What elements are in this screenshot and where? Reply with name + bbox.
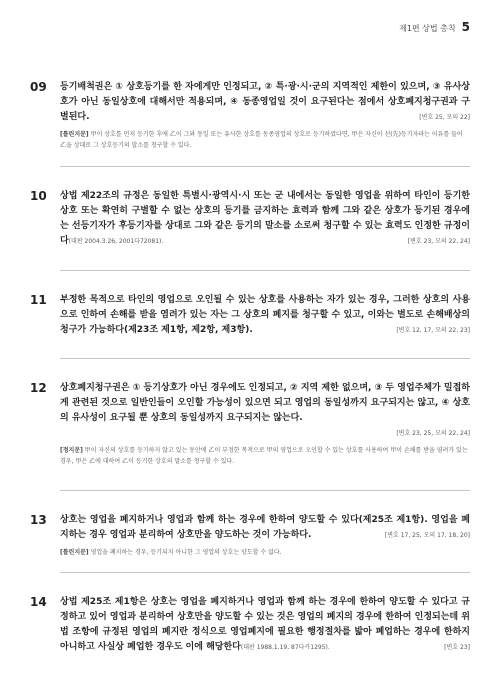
question-item-13 (30, 513, 470, 573)
case-citation: (대판 2004.3.26, 2001다72081). (68, 238, 164, 245)
question-text (60, 513, 470, 543)
question-item-11 (30, 293, 470, 359)
note-text: 甲이 자신의 상호를 등기하지 않고 있는 동안에 乙이 부정한 목적으로 甲의 영업으로 오인할 수 있는 상호를 사용하여 甲이 손해를 받을 염려가 있는 경우, 甲은 乙에 대하여 乙이 등기한 상호의 말소를 청구할 수 있다. (60, 447, 468, 465)
note-label: [정지문] (60, 447, 83, 454)
question-text (60, 80, 470, 125)
question-item-12 (30, 381, 470, 491)
question-body: 상호는 영업을 폐지하거나 영업과 함께 하는 경우에 한하여 양도할 수 있다(제25조 제1항). 영업을 폐지하는 경우 영업과 분리하여 상호만을 양도하는 것이 가능하다. (60, 515, 470, 540)
question-text (60, 189, 470, 249)
page-header (399, 20, 470, 34)
note (60, 445, 470, 467)
note-text: 甲이 상호를 먼저 등기한 후에 乙이 그와 동일 또는 유사한 상호를 동종영업의 상호로 등기하였다면, 甲은 자신이 선(先)등기자라는 이유를 들어 乙을 상대로 그 상호등기의 말소를 청구할 수 있다. (60, 131, 463, 149)
running-head: 제1편 상법 총칙 (399, 24, 456, 33)
question-body: 상법 제22조의 규정은 동일한 특별시·광역시·시 또는 군 내에서는 동일한 영업을 위하여 타인이 등기한 상호 또는 확연히 구별할 수 없는 상호의 등기를 금지하는 효력과 함께 그와 같은 상호가 등기된 경우에는 선등기자가 후등기자를 상대로 그와 같은 등기의 말소를 소로써 청구할 수 있는 효력도 인정한 규정이다 (60, 191, 470, 246)
note-label: [틀린지문] (60, 549, 89, 556)
exam-source: [변호 23, 모의 22, 24] (407, 238, 470, 245)
exam-source: [변호 17, 25, 모의 17, 18, 20] (384, 532, 470, 539)
question-list (30, 80, 470, 687)
exam-source: [변호 23, 25, 모의 22, 24] (396, 430, 470, 437)
question-number: 09 (30, 80, 47, 94)
question-body: 부정한 목적으로 타인의 영업으로 오인될 수 있는 상호를 사용하는 자가 있는 경우, 그러한 상호의 사용으로 인하여 손해를 받을 염려가 있는 자는 그 상호의 폐지를 청구할 수 있고, 이와는 별도로 손해배상의 청구가 가능하다(제23조 제1항, 제2항, 제3항). (60, 295, 470, 335)
question-text (60, 381, 470, 441)
question-body: 상호폐지청구권은 ① 등기상호가 아닌 경우에도 인정되고, ② 지역 제한 없으며, ③ 두 영업주체가 밀접하게 관련된 것으로 일반인들이 오인할 가능성이 있으면 되고 영업의 동일성까지 요구되지는 않고, ④ 상호의 유사성이 요구될 뿐 상호의 동일성까지 요구되지는 않는다. (60, 383, 470, 423)
question-item-09 (30, 80, 470, 167)
question-number: 12 (30, 381, 47, 395)
exam-source: [변호 23] (444, 644, 470, 651)
note (60, 129, 470, 151)
exam-source: [변호 12, 17, 모의 22, 23] (396, 327, 470, 334)
question-body: 등기배척권은 ① 상호등기를 한 자에게만 인정되고, ② 특·광·시·군의 지역적인 제한이 있으며, ③ 유사상호가 아닌 동일상호에 대해서만 적용되며, ④ 동종영업일 것이 요구된다는 점에서 상호폐지청구권과 구별된다. (60, 82, 470, 122)
note-text: 영업을 폐지하는 경우, 등기되지 아니한 그 영업의 상호는 양도할 수 없다. (90, 549, 282, 556)
question-body: 상법 제25조 제1항은 상호는 영업을 폐지하거나 영업과 함께 하는 경우에 한하여 양도할 수 있다고 규정하고 있어 영업과 분리하여 상호만을 양도할 수 있는 것은 영업의 폐지의 경우에 한하여 인정되는데 위 법 조항에 규정된 영업의 폐지란 정식으로 영업폐지에 필요한 행정절차를 밟아 폐업하는 경우에 한하지 아니하고 사실상 폐업한 경우도 이에 해당한다 (60, 597, 470, 652)
question-number: 11 (30, 293, 47, 307)
note-label: [틀린지문] (60, 131, 89, 138)
question-text (60, 595, 470, 655)
question-text (60, 293, 470, 338)
case-citation: (대판 1988.1.19, 87다카1295). (240, 644, 330, 651)
question-number: 13 (30, 513, 47, 527)
question-item-10 (30, 189, 470, 271)
question-number: 10 (30, 189, 47, 203)
note (60, 547, 470, 558)
question-number: 14 (30, 595, 47, 609)
question-item-14 (30, 595, 470, 665)
page-number: 5 (461, 20, 470, 34)
exam-source: [변호 25, 모의 22] (419, 114, 470, 121)
